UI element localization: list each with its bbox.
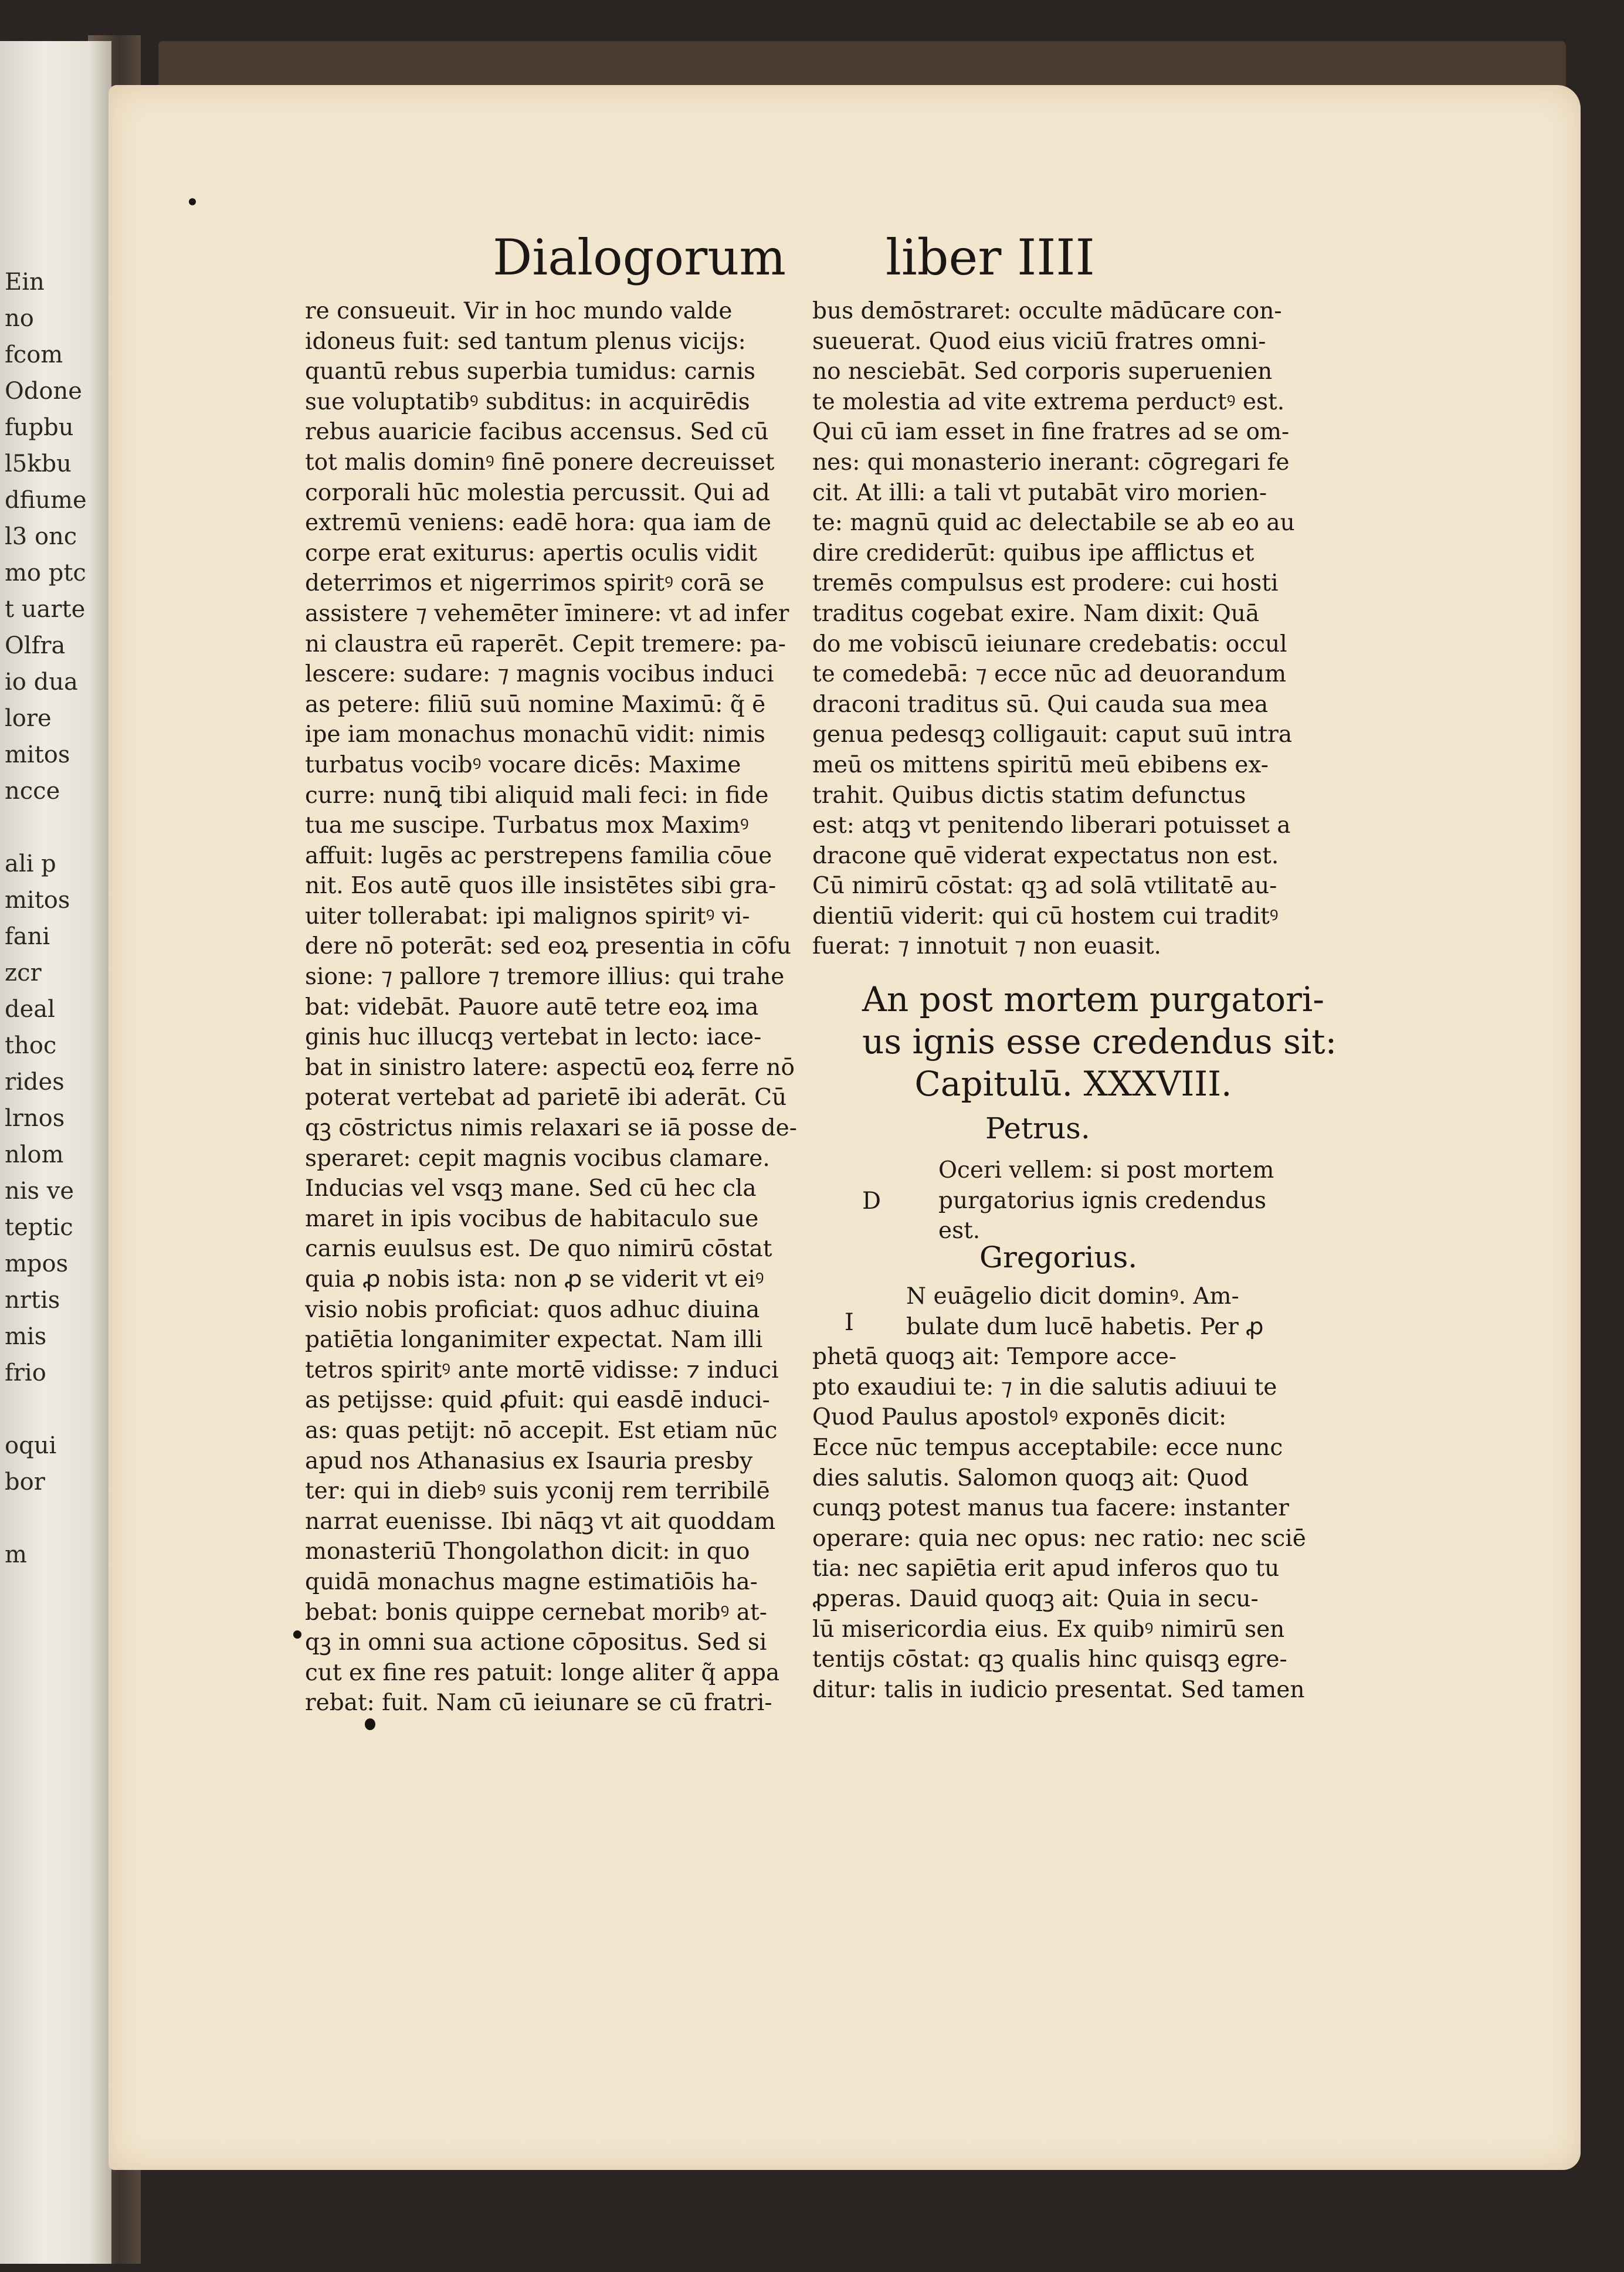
text-line: traditus cogebat exire. Nam dixit: Quā [812, 600, 1260, 627]
text-line: ꝓperas. Dauid quoqꝫ ait: Quia in secu- [812, 1585, 1259, 1612]
text-line: dracone quē viderat expectatus non est. [812, 842, 1279, 869]
text-line: visio nobis proficiat: quos adhuc diuina [305, 1296, 760, 1323]
speaker-gregorius: Gregorius. [979, 1240, 1138, 1274]
text-line: N euāgelio dicit dominꝰ. Am- [906, 1283, 1239, 1310]
text-line: no nesciebāt. Sed corporis superuenien [812, 358, 1273, 385]
text-line: bat in sinistro latere: aspectū eoꝝ ferre nō [305, 1054, 795, 1081]
chapter-number: Capitulū. XXXVIII. [914, 1064, 1232, 1104]
text-line: dere nō poterāt: sed eoꝝ presentia in cōfu [305, 933, 791, 960]
text-line: nes: qui monasterio inerant: cōgregari fe [812, 449, 1290, 476]
text-line: tia: nec sapiētia erit apud inferos quo tu [812, 1555, 1280, 1582]
text-line: Oceri vellem: si post mortem [938, 1157, 1274, 1184]
text-line: pto exaudiui te: ⁊ in die salutis adiuui te [812, 1374, 1277, 1400]
text-line: corporali hūc molestia percussit. Qui ad [305, 479, 770, 506]
text-line: purgatorius ignis credendus [938, 1187, 1267, 1214]
text-line: patiētia longanimiter expectat. Nam illi [305, 1327, 763, 1354]
chapter-heading-line: us ignis esse credendus sit: [862, 1022, 1337, 1062]
text-line: Cū nimirū cōstat: qꝫ ad solā vtilitatē au- [812, 873, 1277, 900]
text-line: dire crediderūt: quibus ipe afflictus et [812, 540, 1255, 567]
left-page-edge [0, 41, 111, 2264]
text-line: maret in ipis vocibus de habitaculo sue [305, 1205, 759, 1232]
text-line: affuit: lugēs ac perstrepens familia cōue [305, 842, 772, 869]
text-line: ter: qui in diebꝰ suis yconij rem terribilē [305, 1478, 770, 1505]
text-line: poterat vertebat ad parietē ibi aderāt. Cū [305, 1084, 787, 1111]
text-line: est: atqꝫ vt penitendo liberari potuisset a [812, 812, 1291, 839]
text-line: turbatus vocibꝰ vocare dicēs: Maxime [305, 751, 741, 778]
left-page-text-fragment: Ein no fcom Odone fupbu l5kbu dfiume l3 onc mo ptc t uarte Olfra io dua lore mitos ncce ali p mitos fani zcr deal thoc rides lrnos nlom nis ve teptic mpos nrtis mis frio oqui bor m [5, 269, 87, 1568]
text-line: dientiū viderit: qui cū hostem cui traditꝰ [812, 903, 1279, 930]
text-line: bat: videbāt. Pauore autē tetre eoꝝ ima [305, 993, 759, 1020]
chapter-heading [862, 978, 1337, 1105]
chapter-heading-line: An post mortem purgatori- [862, 979, 1324, 1019]
margin-letter-i: I [845, 1309, 854, 1336]
text-line: narrat euenisse. Ibi nāqꝫ vt ait quoddam [305, 1508, 776, 1535]
ink-spot [293, 1630, 301, 1639]
text-line: deterrimos et nigerrimos spiritꝰ corā se [305, 570, 765, 597]
text-line: carnis euulsus est. De quo nimirū cōstat [305, 1236, 772, 1263]
text-line: Qui cū iam esset in fine fratres ad se om- [812, 419, 1290, 446]
text-line: tetros spiritꝰ ante mortē vidisse: ⁊ induci [305, 1357, 779, 1383]
text-line: te molestia ad vite extrema perductꝰ est. [812, 388, 1285, 415]
text-line: Inducias vel vsqꝫ mane. Sed cū hec cla [305, 1175, 757, 1202]
text-line: dies salutis. Salomon quoqꝫ ait: Quod [812, 1464, 1249, 1491]
text-line: bus demōstraret: occulte mādūcare con- [812, 298, 1282, 324]
text-line: cut ex fine res patuit: longe aliter q̃ appa [305, 1659, 780, 1686]
text-line: ditur: talis in iudicio presentat. Sed tamen [812, 1676, 1305, 1703]
speaker-petrus: Petrus. [985, 1111, 1090, 1145]
text-line: ni claustra eū raperēt. Cepit tremere: pa- [305, 630, 786, 657]
text-line: corpe erat exiturus: apertis oculis vidit [305, 540, 758, 567]
text-line: tot malis dominꝰ finē ponere decreuisset [305, 449, 775, 476]
ink-spot [365, 1718, 375, 1730]
text-line: idoneus fuit: sed tantum plenus vicijs: [305, 328, 746, 355]
text-line: sione: ⁊ pallore ⁊ tremore illius: qui trahe [305, 964, 785, 991]
text-line: est. [938, 1218, 981, 1244]
text-line: lū misericordia eius. Ex quibꝰ nimirū sen [812, 1616, 1285, 1643]
text-line: assistere ⁊ vehemēter īminere: vt ad infer [305, 600, 789, 627]
text-line: ipe iam monachus monachū vidit: nimis [305, 721, 765, 748]
text-line: qꝫ cōstrictus nimis relaxari se iā posse de- [305, 1115, 797, 1142]
text-line: as petere: filiū suū nomine Maximū: q̃ ē [305, 691, 766, 718]
text-line: Quod Paulus apostolꝰ exponēs dicit: [812, 1404, 1227, 1431]
text-line: curre: nunꝗ̄ tibi aliquid mali feci: in fide [305, 782, 769, 809]
text-line: phetā quoqꝫ ait: Tempore acce- [812, 1344, 1177, 1371]
text-line: ginis huc illucqꝫ vertebat in lecto: iace- [305, 1024, 762, 1051]
text-line: bebat: bonis quippe cernebat moribꝰ at- [305, 1599, 767, 1626]
text-line: fuerat: ⁊ innotuit ⁊ non euasit. [812, 933, 1161, 960]
text-line: rebus auaricie facibus accensus. Sed cū [305, 419, 769, 446]
text-line: operare: quia nec opus: nec ratio: nec sciē [812, 1525, 1306, 1552]
text-line: speraret: cepit magnis vocibus clamare. [305, 1145, 770, 1172]
text-line: lescere: sudare: ⁊ magnis vocibus induci [305, 661, 774, 688]
ink-spot [189, 198, 196, 205]
text-line: apud nos Athanasius ex Isauria presby [305, 1447, 753, 1474]
text-line: rebat: fuit. Nam cū ieiunare se cū fratri- [305, 1690, 772, 1717]
text-line: as petijsse: quid ꝓfuit: qui easdē induci- [305, 1387, 770, 1414]
text-column-left [305, 296, 797, 1718]
text-line: as: quas petijt: nō accepit. Est etiam nūc [305, 1417, 778, 1444]
text-line: quidā monachus magne estimatiōis ha- [305, 1568, 758, 1595]
text-line: extremū veniens: eadē hora: qua iam de [305, 510, 772, 537]
running-header-right: liber IIII [886, 229, 1095, 286]
text-line: cunqꝫ potest manus tua facere: instanter [812, 1495, 1289, 1522]
text-line: sueuerat. Quod eius viciū fratres omni- [812, 328, 1266, 355]
text-line: tremēs compulsus est prodere: cui hosti [812, 570, 1279, 597]
text-line: cit. At illi: a tali vt putabāt viro morien- [812, 479, 1267, 506]
text-line: bulate dum lucē habetis. Per ꝓ [906, 1313, 1264, 1340]
running-header-left: Dialogorum [493, 229, 786, 286]
text-line: tua me suscipe. Turbatus mox Maximꝰ [305, 812, 749, 839]
text-line: quantū rebus superbia tumidus: carnis [305, 358, 755, 385]
text-line: tentijs cōstat: qꝫ qualis hinc quisqꝫ egre- [812, 1646, 1287, 1673]
petrus-text [938, 1155, 1274, 1246]
text-line: genua pedesqꝫ colligauit: caput suū intra [812, 721, 1293, 748]
text-line: qꝫ in omni sua actione cōpositus. Sed si [305, 1629, 767, 1656]
margin-letter-d: D [862, 1188, 881, 1215]
text-column-right [812, 296, 1293, 962]
text-line: te: magnū quid ac delectabile se ab eo au [812, 510, 1295, 537]
text-line: meū os mittens spiritū meū ebibens ex- [812, 751, 1269, 778]
text-line: te comedebā: ⁊ ecce nūc ad deuorandum [812, 661, 1287, 688]
text-line: nit. Eos autē quos ille insistētes sibi gra- [305, 873, 777, 900]
text-line: trahit. Quibus dictis statim defunctus [812, 782, 1246, 809]
text-line: quia ꝓ nobis ista: non ꝓ se viderit vt eiꝰ [305, 1266, 764, 1293]
text-line: re consueuit. Vir in hoc mundo valde [305, 298, 733, 324]
gregorius-text [812, 1281, 1306, 1705]
text-line: sue voluptatibꝰ subditus: in acquirēdis [305, 388, 750, 415]
text-line: Ecce nūc tempus acceptabile: ecce nunc [812, 1434, 1283, 1461]
text-line: uiter tollerabat: ipi malignos spiritꝰ vi- [305, 903, 750, 930]
text-line: draconi traditus sū. Qui cauda sua mea [812, 691, 1269, 718]
text-line: monasteriū Thongolathon dicit: in quo [305, 1538, 750, 1565]
text-line: do me vobiscū ieiunare credebatis: occul [812, 630, 1287, 657]
